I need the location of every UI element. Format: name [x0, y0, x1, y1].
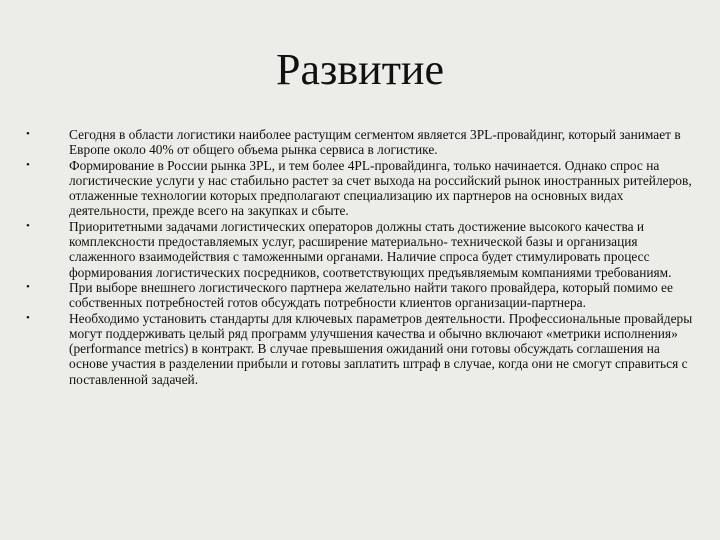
bullet-text-3: Приоритетными задачами логистических операторов должны стать достижение высокого качества и комплексности предоставляемых услуг, расширение материально- технической базы и организация слаженного взаимодействия с таможенными органами. Наличие спроса будет стимулировать процесс формирования логистических посредников, соответствующих предъявляемым компаниями требованиям.: [69, 218, 672, 280]
bullet-icon: •: [26, 158, 30, 171]
bullet-list: [26, 127, 694, 387]
bullet-item-2: [26, 158, 694, 219]
bullet-item-4: [26, 280, 694, 311]
bullet-icon: •: [26, 128, 30, 140]
bullet-text-4: При выборе внешнего логистического партнера желательно найти такого провайдера, который помимо ее собственных потребностей готов обсуждать потребности клиентов организации-партнера.: [69, 279, 673, 311]
bullet-icon: •: [26, 311, 30, 324]
bullet-item-1: [26, 127, 694, 158]
bullet-icon: •: [26, 280, 30, 293]
bullet-item-5: [26, 311, 694, 387]
bullet-item-3: [26, 219, 694, 280]
bullet-icon: •: [26, 219, 30, 232]
slide-title: Развитие: [275, 45, 444, 94]
bullet-text-5: Необходимо установить стандарты для ключевых параметров деятельности. Профессиональные провайдеры могут поддерживать целый ряд программ улучшения качества и обычно включают «метрики исполнения» (performance metrics) в контракт. В случае превышения ожиданий они готовы обсуждать соглашения на основе участия в разделении прибыли и готовы заплатить штраф в случае, когда они не смогут справиться с поставленной задачей.: [69, 310, 693, 387]
bullet-text-1: Сегодня в области логистики наиболее растущим сегментом является 3PL-провайдинг, который занимает в Европе около 40% от общего объема рынка сервиса в логистике.: [69, 127, 681, 158]
bullet-text-2: Формирование в России рынка 3PL, и тем более 4PL-провайдинга, только начинается. Однако спрос на логистические услуги у нас стабильно растет за счет выхода на российский рынок иностранных ритейлеров, отлаженные технологии которых предполагают специализацию их партнеров на основных видах деятельности, прежде всего на закупках и сбыте.: [69, 157, 692, 219]
